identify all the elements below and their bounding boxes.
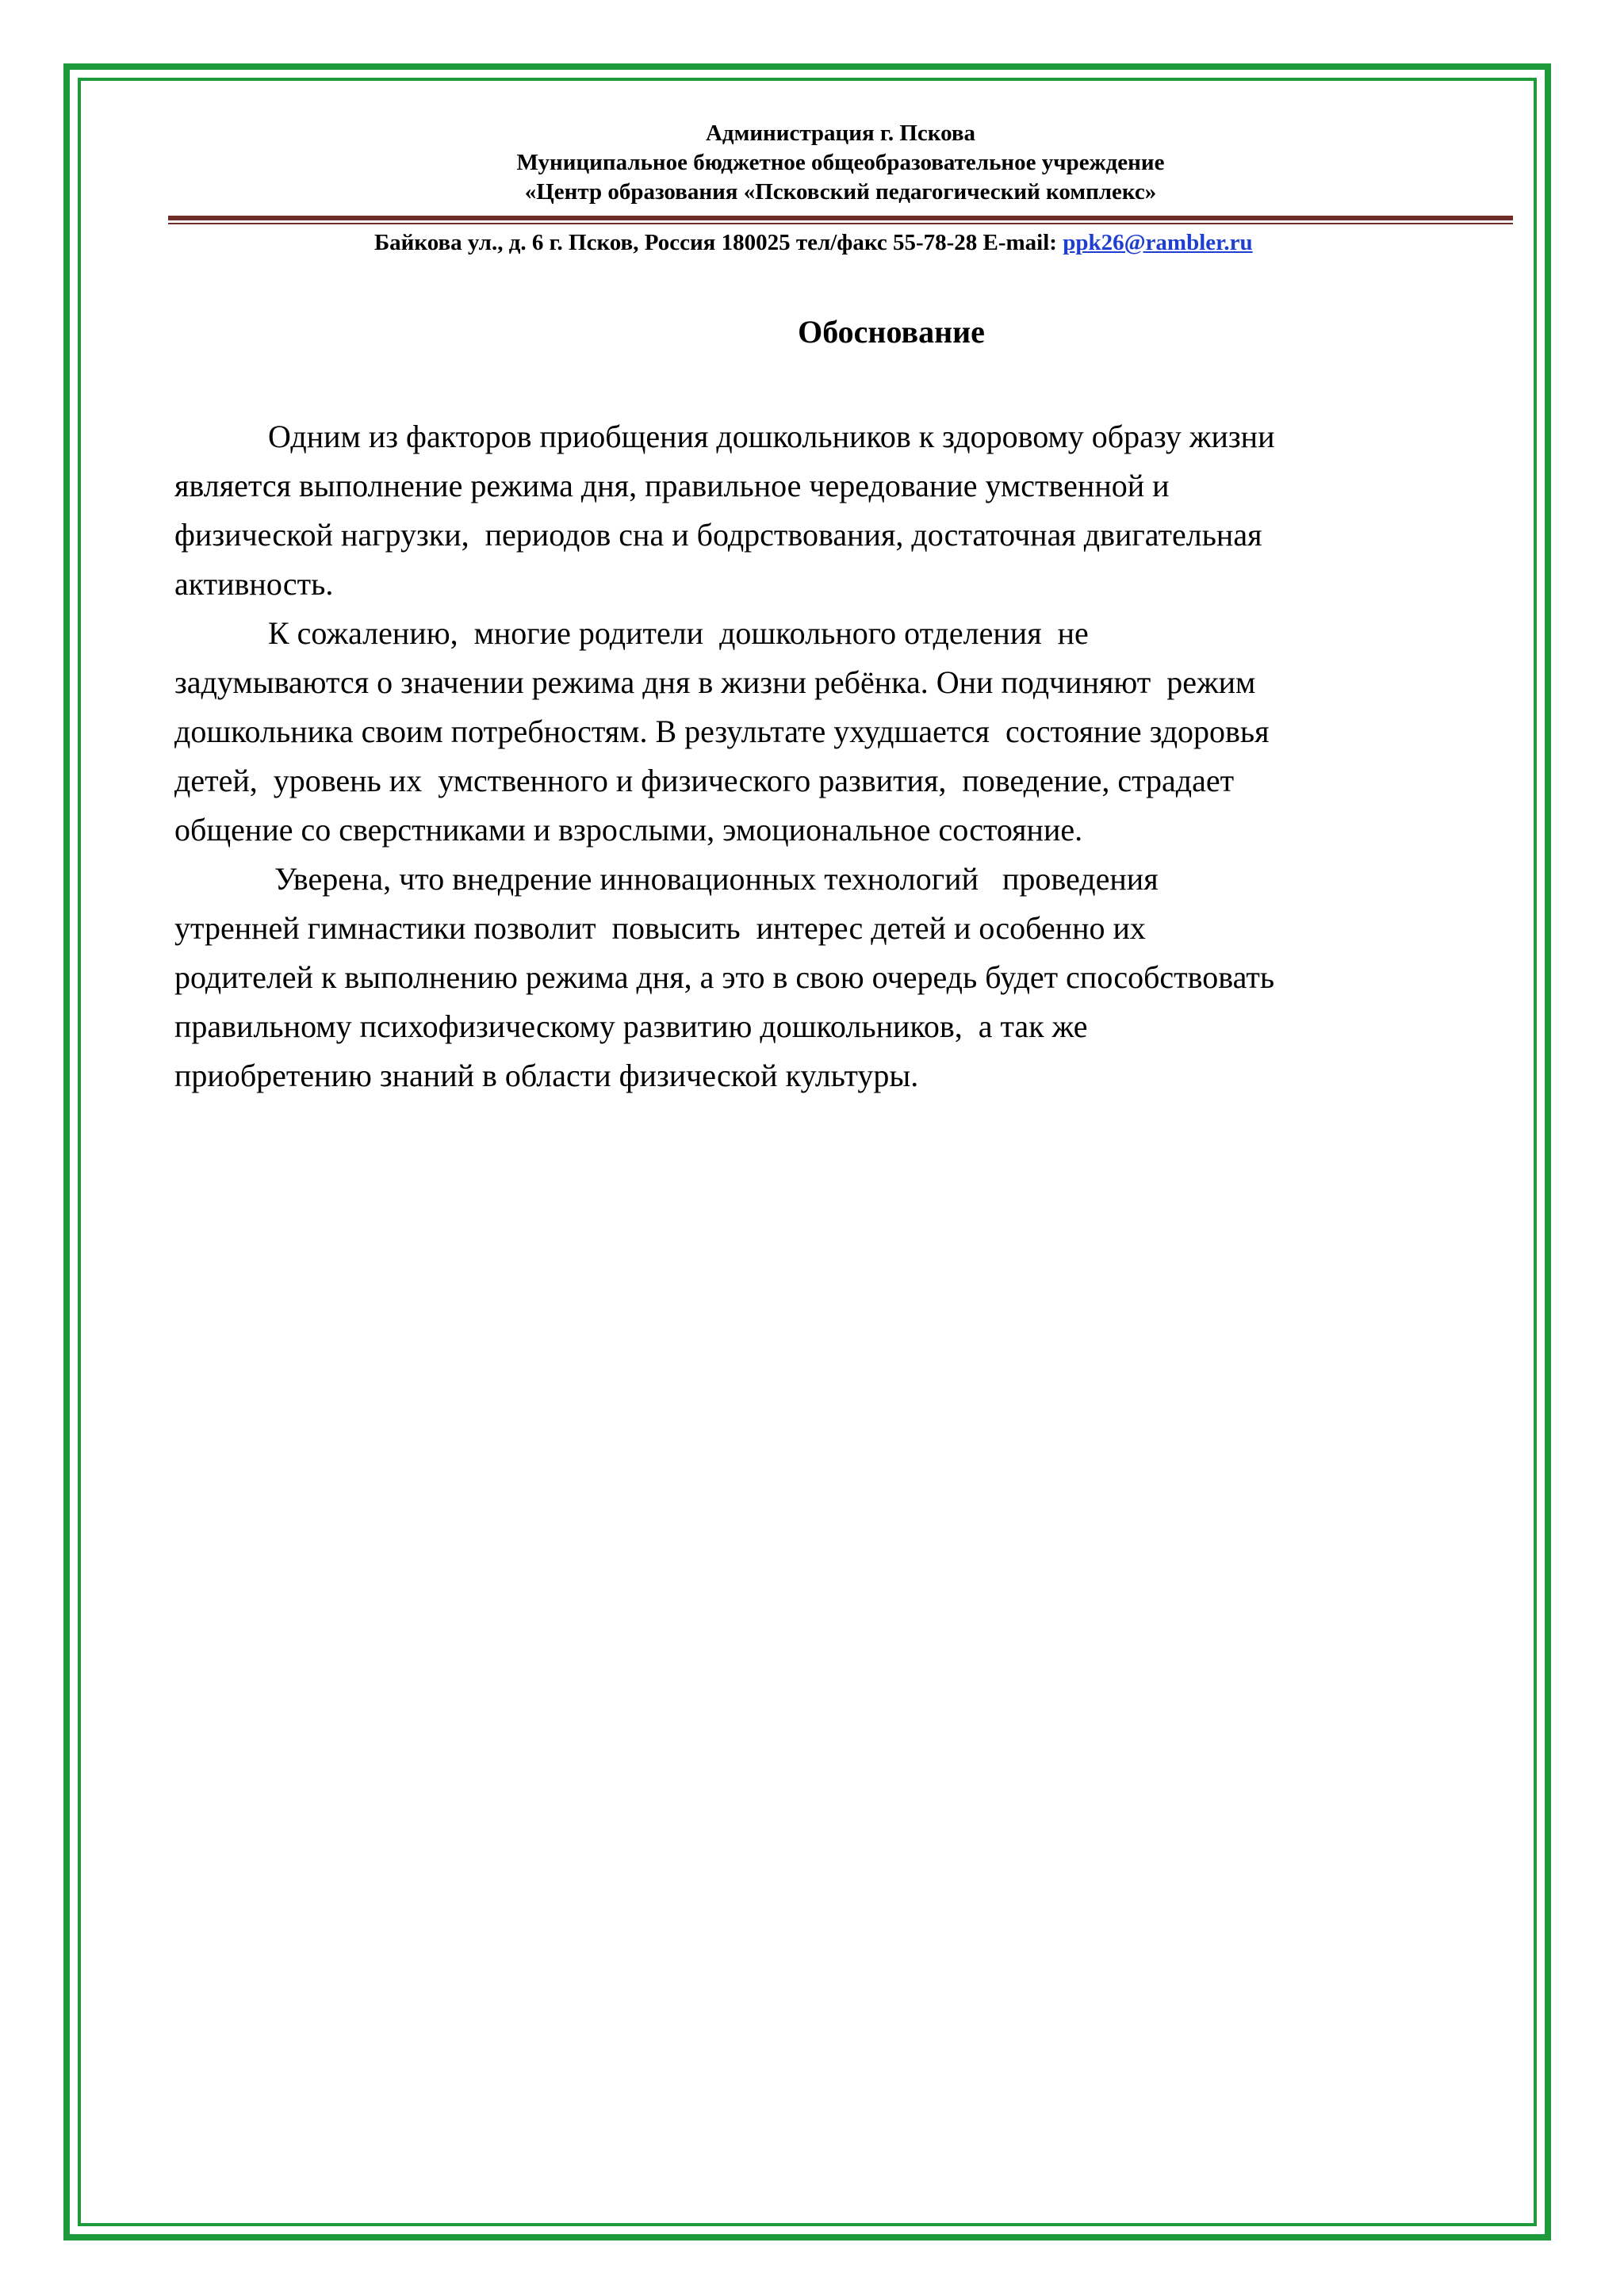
document-body xyxy=(174,412,1507,1100)
address-text: Байкова ул., д. 6 г. Псков, Россия 180025 тел/факс 55-78-28 E-mail: xyxy=(374,230,1063,255)
letterhead-administration: Администрация г. Пскова xyxy=(705,121,976,146)
paragraph-2-line: детей, уровень их умственного и физического развития, поведение, страдает xyxy=(174,763,1235,798)
paragraph-2-line: К сожалению, многие родители дошкольного отделения не xyxy=(268,615,1089,651)
page-border-inner xyxy=(78,78,1537,2226)
letterhead-institution: Муниципальное бюджетное общеобразовательное учреждение xyxy=(516,150,1165,175)
letterhead xyxy=(167,119,1515,207)
letterhead-rule-thin xyxy=(168,223,1513,224)
letterhead-rule-thick xyxy=(168,216,1513,220)
paragraph-1-line: активность. xyxy=(174,566,334,602)
paragraph-2-line: задумываются о значении режима дня в жизни ребёнка. Они подчиняют режим xyxy=(174,664,1256,700)
paragraph-1-line: Одним из факторов приобщения дошкольников к здоровому образу жизни xyxy=(268,419,1275,454)
paragraph-3-line: утренней гимнастики позволит повысить интерес детей и особенно их xyxy=(174,910,1146,946)
email-link[interactable]: ppk26@rambler.ru xyxy=(1063,230,1253,255)
paragraph-2-line: общение со сверстниками и взрослыми, эмоциональное состояние. xyxy=(174,812,1083,848)
paragraph-3-line: приобретению знаний в области физической культуры. xyxy=(174,1058,919,1093)
paragraph-1-line: является выполнение режима дня, правильное чередование умственной и xyxy=(174,468,1170,503)
paragraph-3-line: Уверена, что внедрение инновационных технологий проведения xyxy=(274,861,1159,897)
paragraph-3-line: родителей к выполнению режима дня, а это в свою очередь будет способствовать xyxy=(174,959,1275,995)
document-title: Обоснование xyxy=(798,314,985,350)
paragraph-1-line: физической нагрузки, периодов сна и бодрствования, достаточная двигательная xyxy=(174,517,1262,553)
paragraph-3-line: правильному психофизическому развитию дошкольников, а так же xyxy=(174,1008,1088,1044)
letterhead-address xyxy=(374,228,1253,257)
paragraph-2-line: дошкольника своим потребностям. В результате ухудшается состояние здоровья xyxy=(174,714,1270,749)
letterhead-center-name: «Центр образования «Псковский педагогический комплекс» xyxy=(524,179,1157,205)
